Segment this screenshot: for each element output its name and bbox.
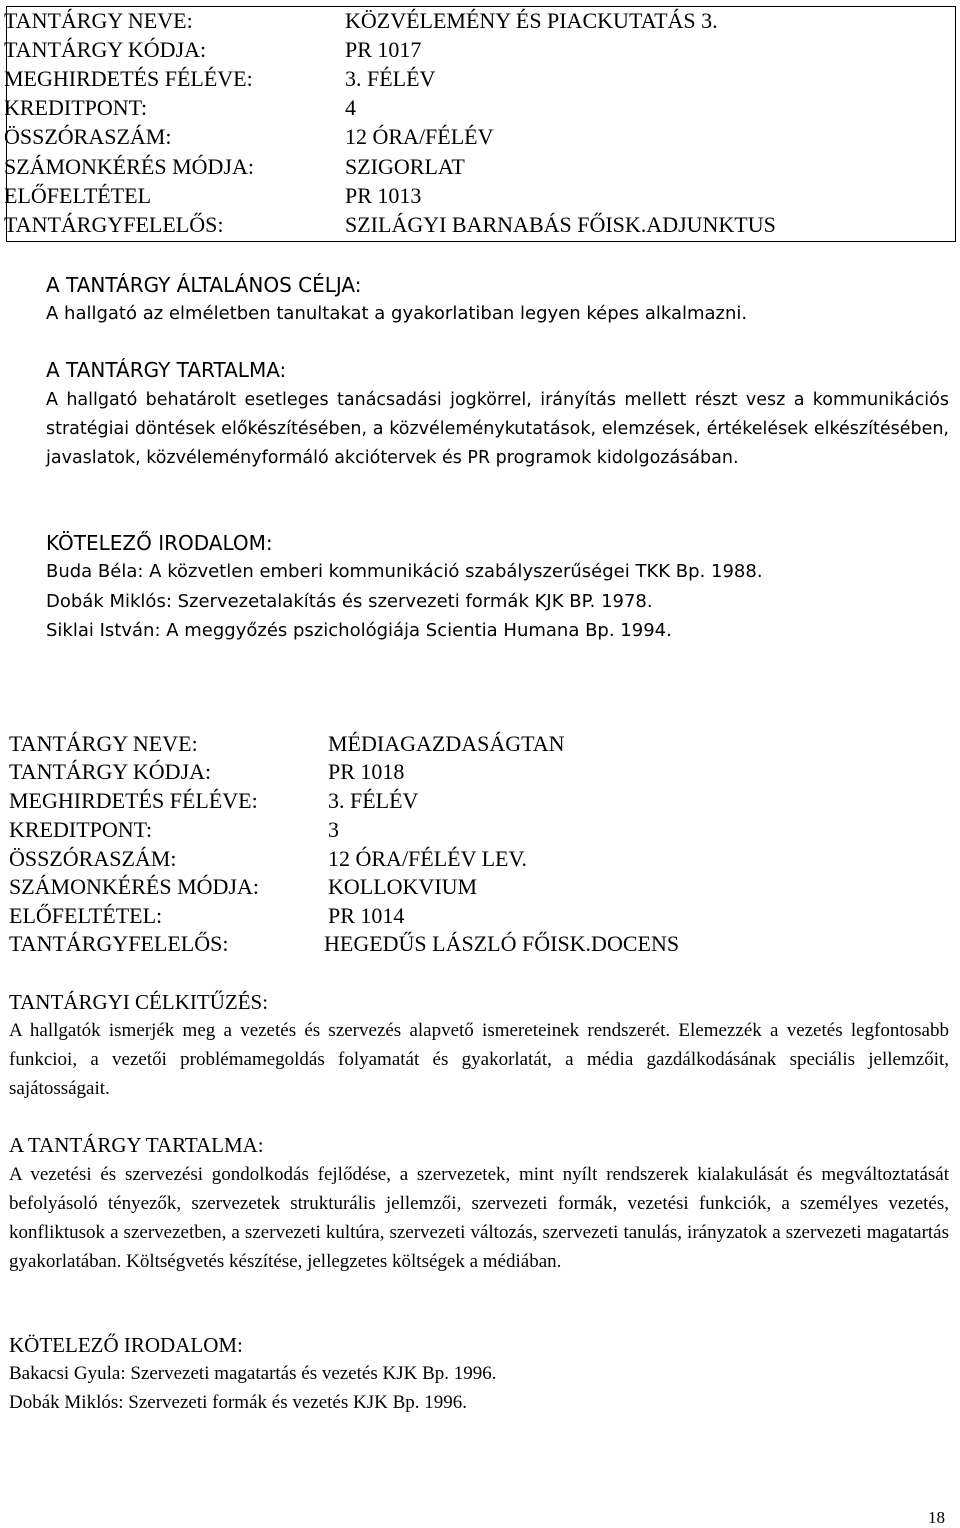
info-key: SZÁMONKÉRÉS MÓDJA: [4,154,254,179]
info-key: ÖSSZÓRASZÁM: [4,124,172,149]
info-key: TANTÁRGY NEVE: [4,8,193,33]
course1-literature-heading: KÖTELEZŐ IRODALOM: [46,531,273,555]
info-key: SZÁMONKÉRÉS MÓDJA: [9,874,259,899]
course2-literature-heading: KÖTELEZŐ IRODALOM: [9,1333,243,1357]
info-value: PR 1014 [328,903,405,928]
info-value: SZIGORLAT [345,154,465,179]
info-key: TANTÁRGY NEVE: [9,731,198,756]
info-key: ELŐFELTÉTEL: [9,903,163,928]
info-key: TANTÁRGY KÓDJA: [9,759,212,784]
course1-literature-item: Buda Béla: A közvetlen emberi kommunikáció szabályszerűségei TKK Bp. 1988. [46,561,763,582]
info-value: PR 1013 [345,183,422,208]
info-value: 3. FÉLÉV [328,788,419,813]
course2-goal-text: A hallgatók ismerjék meg a vezetés és szervezés alapvető ismereteinek rendszerét. Elemezzék a vezetés legfontosabb funkcioi, a vezetői problémamegoldás folyamatát és gyakorlatát, a média gazdálkodásának speciális jellemzőit, sajátosságait. [9,1020,949,1099]
page-number: 18 [928,1508,945,1527]
info-value: KÖZVÉLEMÉNY ÉS PIACKUTATÁS 3. [345,8,718,33]
info-key: TANTÁRGYFELELŐS: [9,931,229,956]
course1-content-text: A hallgató behatárolt esetleges tanácsadási jogkörrel, irányítás mellett részt vesz a kommunikációs stratégiai döntések előkészítésében, a közvéleménykutatások, elemzések, értékelések elkészítésében, javaslatok, közvéleményformáló akciótervek és PR programok kidolgozásában. [46,390,949,468]
info-value: 4 [345,95,356,120]
info-value: 3 [328,817,339,842]
info-value: 3. FÉLÉV [345,66,436,91]
info-key: MEGHIRDETÉS FÉLÉVE: [4,66,253,91]
info-key: ÖSSZÓRASZÁM: [9,846,177,871]
info-value: PR 1018 [328,759,405,784]
info-key: TANTÁRGY KÓDJA: [4,37,207,62]
info-value: MÉDIAGAZDASÁGTAN [328,731,565,756]
info-value: 12 ÓRA/FÉLÉV [345,124,494,149]
course1-literature-item: Dobák Miklós: Szervezetalakítás és szervezeti formák KJK BP. 1978. [46,591,653,612]
course2-content-heading: A TANTÁRGY TARTALMA: [9,1133,264,1157]
info-value: KOLLOKVIUM [328,874,478,899]
info-key: KREDITPONT: [4,95,148,120]
course1-goal-text: A hallgató az elméletben tanultakat a gyakorlatiban legyen képes alkalmazni. [46,303,748,324]
course1-literature-item: Siklai István: A meggyőzés pszichológiája Scientia Humana Bp. 1994. [46,620,672,641]
info-value: PR 1017 [345,37,422,62]
info-value: 12 ÓRA/FÉLÉV LEV. [328,846,528,871]
course2-literature-item: Bakacsi Gyula: Szervezeti magatartás és vezetés KJK Bp. 1996. [9,1363,497,1384]
info-key: KREDITPONT: [9,817,153,842]
info-value: SZILÁGYI BARNABÁS FŐISK.ADJUNKTUS [345,212,776,237]
info-key: TANTÁRGYFELELŐS: [4,212,224,237]
course1-goal-heading: A TANTÁRGY ÁLTALÁNOS CÉLJA: [46,273,362,297]
course1-content-heading: A TANTÁRGY TARTALMA: [46,358,287,382]
info-value: HEGEDŰS LÁSZLÓ FŐISK.DOCENS [324,931,680,956]
info-key: MEGHIRDETÉS FÉLÉVE: [9,788,258,813]
course2-content-text: A vezetési és szervezési gondolkodás fejlődése, a szervezetek, mint nyílt rendszerek kialakulását és megváltoztatását befolyásoló tényezők, szervezetek strukturális jellemzői, szervezeti formák, vezetési funkciók, a személyes vezetés, konfliktusok a szervezetben, a szervezeti kultúra, szervezeti változás, szervezeti tanulás, irányzatok a szervezeti magatartás gyakorlatában. Költségvetés készítése, jellegzetes költségek a médiában. [9,1164,949,1272]
course2-goal-heading: TANTÁRGYI CÉLKITŰZÉS: [9,990,269,1014]
info-key: ELŐFELTÉTEL [4,183,152,208]
course2-literature-item: Dobák Miklós: Szervezeti formák és vezetés KJK Bp. 1996. [9,1392,468,1413]
